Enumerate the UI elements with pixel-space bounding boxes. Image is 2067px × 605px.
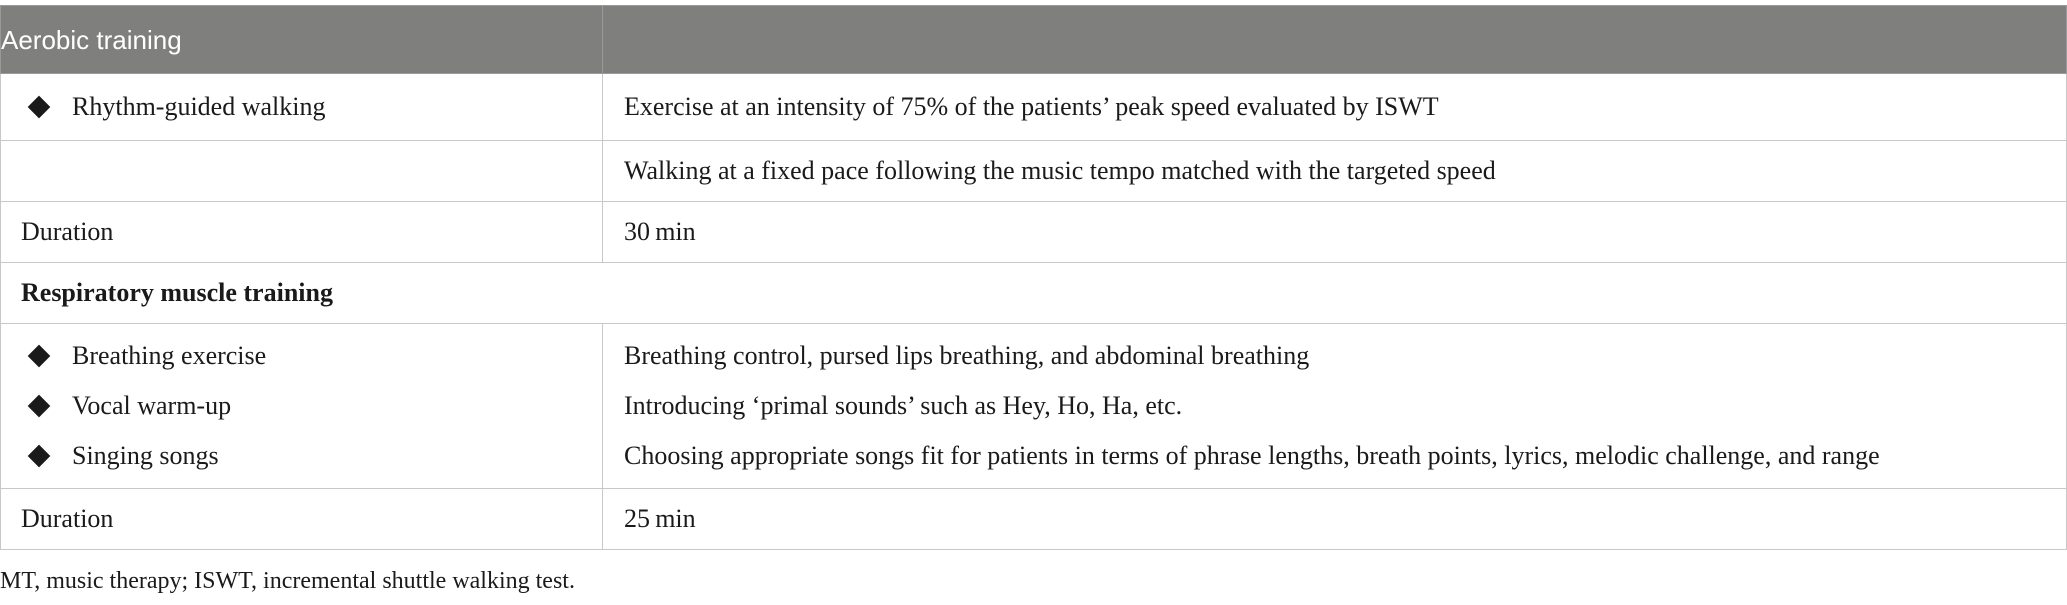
respiratory-duration-label: Duration — [1, 489, 603, 550]
table-section-row — [1, 263, 2067, 324]
header-empty-cell — [603, 6, 2067, 74]
therapy-protocol-table — [0, 5, 2067, 550]
respiratory-desc: Breathing control, pursed lips breathing, and abdominal breathing — [624, 341, 1310, 370]
respiratory-items-cell — [1, 324, 603, 489]
list-item — [1, 431, 602, 481]
table-row — [1, 202, 2067, 263]
empty-cell — [1, 141, 603, 202]
aerobic-desc-1: Exercise at an intensity of 75% of the patients’ peak speed evaluated by ISWT — [603, 74, 2067, 141]
black-diamond-icon — [28, 395, 51, 418]
table-footnote: MT, music therapy; ISWT, incremental shuttle walking test. — [0, 568, 575, 594]
black-diamond-icon — [28, 345, 51, 368]
table-row — [1, 324, 2067, 489]
aerobic-duration-value: 30 min — [603, 202, 2067, 263]
respiratory-item-label: Singing songs — [72, 441, 219, 470]
aerobic-desc-2: Walking at a fixed pace following the music tempo matched with the targeted speed — [603, 141, 2067, 202]
header-title: Aerobic training — [1, 6, 603, 74]
list-item — [1, 381, 602, 431]
table-row — [1, 74, 2067, 141]
black-diamond-icon — [28, 445, 51, 468]
respiratory-item-label: Breathing exercise — [72, 341, 267, 370]
aerobic-item-label: Rhythm-guided walking — [72, 92, 326, 121]
respiratory-desc: Introducing ‘primal sounds’ such as Hey, Ho, Ha, etc. — [624, 391, 1183, 420]
respiratory-item-label: Vocal warm-up — [72, 391, 232, 420]
table-header-row — [1, 6, 2067, 74]
aerobic-duration-label: Duration — [1, 202, 603, 263]
table-row — [1, 141, 2067, 202]
table-row — [1, 489, 2067, 550]
respiratory-section-title: Respiratory muscle training — [1, 263, 2067, 324]
respiratory-desc: Choosing appropriate songs fit for patients in terms of phrase lengths, breath points, lyrics, melodic challenge, and range — [624, 441, 1880, 470]
aerobic-item-cell — [1, 74, 603, 141]
black-diamond-icon — [28, 96, 51, 119]
respiratory-desc-cell — [603, 324, 2067, 489]
list-item — [1, 331, 602, 381]
respiratory-duration-value: 25 min — [603, 489, 2067, 550]
